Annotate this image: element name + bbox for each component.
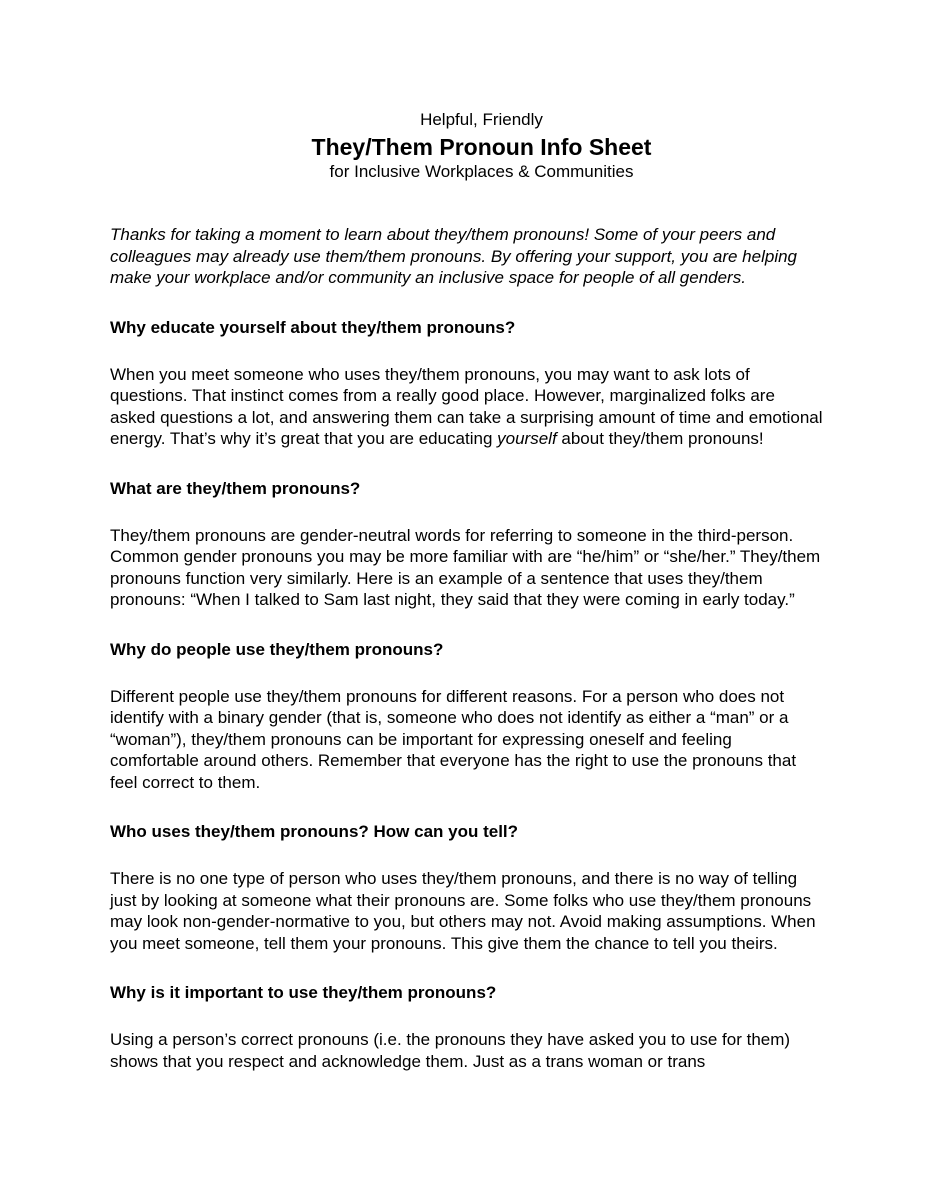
section-heading: Why do people use they/them pronouns? (110, 639, 444, 659)
section-heading: What are they/them pronouns? (110, 478, 361, 498)
body-emphasis: yourself (497, 429, 557, 448)
intro-paragraph: Thanks for taking a moment to learn about they/them pronouns! Some of your peers and colleagues may already use them/them pronouns. By offering your support, you are helping make your workplace and/or community an inclusive space for people of all genders. (110, 225, 798, 287)
section-body (110, 364, 823, 450)
section-why-important (110, 982, 823, 1072)
pre-title: Helpful, Friendly (420, 110, 543, 129)
section-body: There is no one type of person who uses they/them pronouns, and there is no way of telling just by looking at someone what their pronouns are. Some folks who use they/them pronouns may look non-gender-normative to you, but others may not. Avoid making assumptions. When you meet someone, tell them your pronouns. This give them the chance to tell you theirs. (110, 869, 816, 953)
document-header (140, 110, 823, 182)
section-heading: Why educate yourself about they/them pronouns? (110, 317, 516, 337)
section-body: Using a person’s correct pronouns (i.e. the pronouns they have asked you to use for them) shows that you respect and acknowledge them. Just as a trans woman or trans (110, 1030, 791, 1071)
section-body: Different people use they/them pronouns for different reasons. For a person who does not identify with a binary gender (that is, someone who does not identify as either a “man” or a “woman”), they/them pronouns can be important for expressing oneself and feeling comfortable around others. Remember that everyone has the right to use the pronouns that feel correct to them. (110, 686, 797, 792)
body-text: about they/them pronouns! (556, 429, 764, 448)
section-heading: Why is it important to use they/them pronouns? (110, 983, 497, 1002)
section-who-uses (110, 821, 823, 954)
section-heading: Who uses they/them pronouns? How can you tell? (110, 822, 519, 841)
section-what-are (110, 478, 823, 611)
section-body: They/them pronouns are gender-neutral words for referring to someone in the third-person. Common gender pronouns you may be more familiar with are “he/him” or “she/her.” They/them pronouns function very similarly. Here is an example of a sentence that uses they/them pronouns: “When I talked to Sam last night, they said that they were coming in early today.” (110, 525, 821, 609)
body-text: When you meet someone who uses they/them pronouns, you may want to ask lots of questions. That instinct comes from a really good place. However, marginalized folks are asked questions a lot, and answering them can take a surprising amount of time and emotional energy. That’s why it’s great that you are educating (110, 364, 823, 448)
document-title: They/Them Pronoun Info Sheet (311, 134, 652, 160)
section-why-educate (110, 317, 823, 450)
document-subtitle: for Inclusive Workplaces & Communities (329, 162, 634, 181)
section-why-use (110, 639, 823, 794)
